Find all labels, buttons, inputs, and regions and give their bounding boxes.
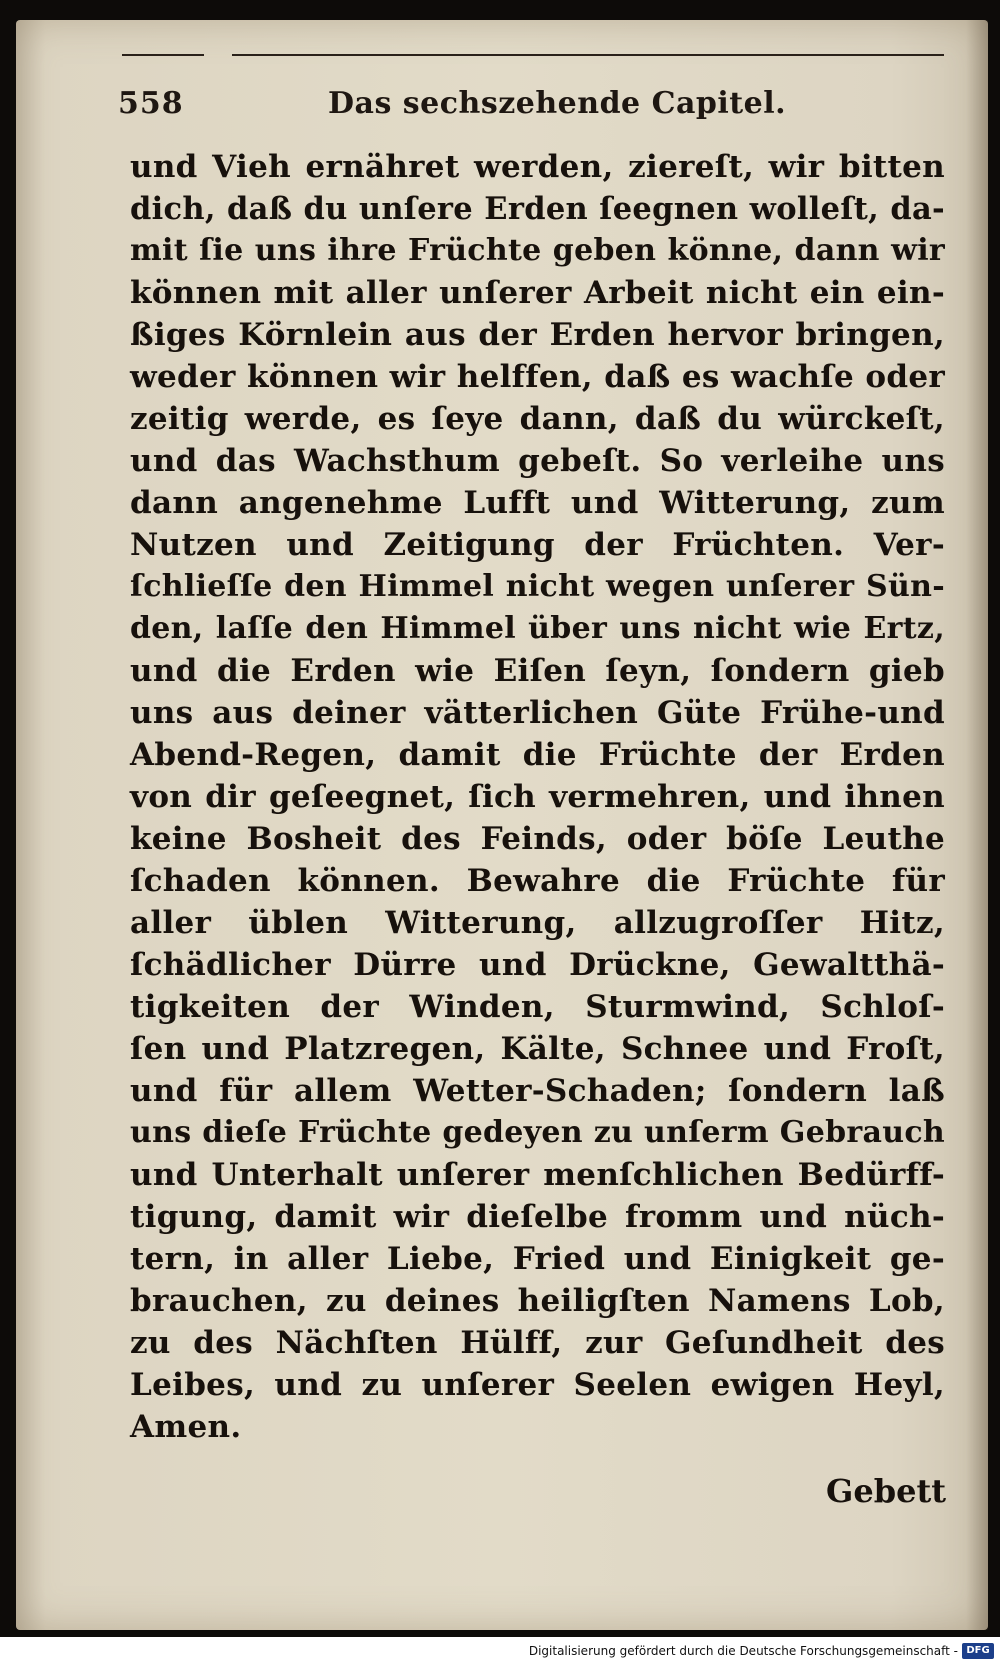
text-line: Leibes, und zu unſerer Seelen ewigen Heyl, <box>130 1367 945 1403</box>
dfg-logo: DFG <box>962 1643 994 1659</box>
text-line: und Unterhalt unſerer menſchlichen Bedürff- <box>130 1157 945 1193</box>
text-line: und das Wachsthum gebeſt. So verleihe uns <box>130 443 945 479</box>
text-line: weder können wir helffen, daß es wachſe oder <box>130 359 945 395</box>
funding-credit: Digitalisierung gefördert durch die Deutsche Forschungsgemeinschaft - <box>528 1644 958 1658</box>
text-line: ſchädlicher Dürre und Drückne, Gewaltthä- <box>130 947 945 983</box>
text-line: dann angenehme Lufft und Witterung, zum <box>130 485 945 521</box>
page-number: 558 <box>118 86 184 121</box>
text-line: dich, daß du unſere Erden ſeegnen wolleſt, da- <box>130 191 945 227</box>
header-rule-right <box>232 54 944 56</box>
catchword: Gebett <box>826 1472 946 1510</box>
text-line: mit ſie uns ihre Früchte geben könne, dann wir <box>130 233 945 268</box>
text-line: Nutzen und Zeitigung der Früchten. Ver- <box>130 527 945 563</box>
text-line: ßiges Körnlein aus der Erden hervor bringen, <box>130 317 945 353</box>
text-line: ſen und Platzregen, Kälte, Schnee und Froſt, <box>130 1031 945 1067</box>
text-line: uns dieſe Früchte gedeyen zu unſerm Gebrauch <box>130 1115 945 1150</box>
text-line: keine Bosheit des Feinds, oder böſe Leuthe <box>130 821 945 857</box>
text-line: Amen. <box>130 1409 242 1445</box>
text-line: können mit aller unſerer Arbeit nicht ein ein- <box>130 275 945 311</box>
footer-bar <box>0 1637 1000 1663</box>
header-rule-left <box>122 54 204 56</box>
text-line: uns aus deiner vätterlichen Güte Frühe-und <box>130 695 945 731</box>
page-header <box>118 86 940 132</box>
text-line: tern, in aller Liebe, Fried und Einigkeit ge- <box>130 1241 945 1277</box>
text-line: ſchlieſſe den Himmel nicht wegen unſerer Sün- <box>130 569 945 604</box>
text-line: ſchaden können. Bewahre die Früchte für <box>130 863 945 899</box>
text-line: tigkeiten der Winden, Sturmwind, Schloſ- <box>130 989 945 1025</box>
text-line: brauchen, zu deines heiligſten Namens Lob, <box>130 1283 945 1319</box>
prayer-text <box>130 146 945 1448</box>
text-line: zeitig werde, es ſeye dann, daß du würckeſt, <box>130 401 945 437</box>
text-line: zu des Nächſten Hülff, zur Geſundheit des <box>130 1325 945 1361</box>
text-line: Abend-Regen, damit die Früchte der Erden <box>130 737 945 773</box>
text-line: und für allem Wetter-Schaden; ſondern laß <box>130 1073 945 1109</box>
text-line: aller üblen Witterung, allzugroſſer Hitz, <box>130 905 945 941</box>
running-title: Das sechszehende Capitel. <box>328 86 787 121</box>
text-line: von dir geſeegnet, ſich vermehren, und ihnen <box>130 779 945 815</box>
page-edge-shadow <box>966 20 988 1630</box>
text-line: tigung, damit wir dieſelbe fromm und nüch- <box>130 1199 945 1235</box>
text-line: den, laſſe den Himmel über uns nicht wie Ertz, <box>130 611 945 646</box>
text-line: und die Erden wie Eiſen ſeyn, ſondern gieb <box>130 653 945 689</box>
text-line: und Vieh ernähret werden, ziereſt, wir bitten <box>130 149 945 185</box>
